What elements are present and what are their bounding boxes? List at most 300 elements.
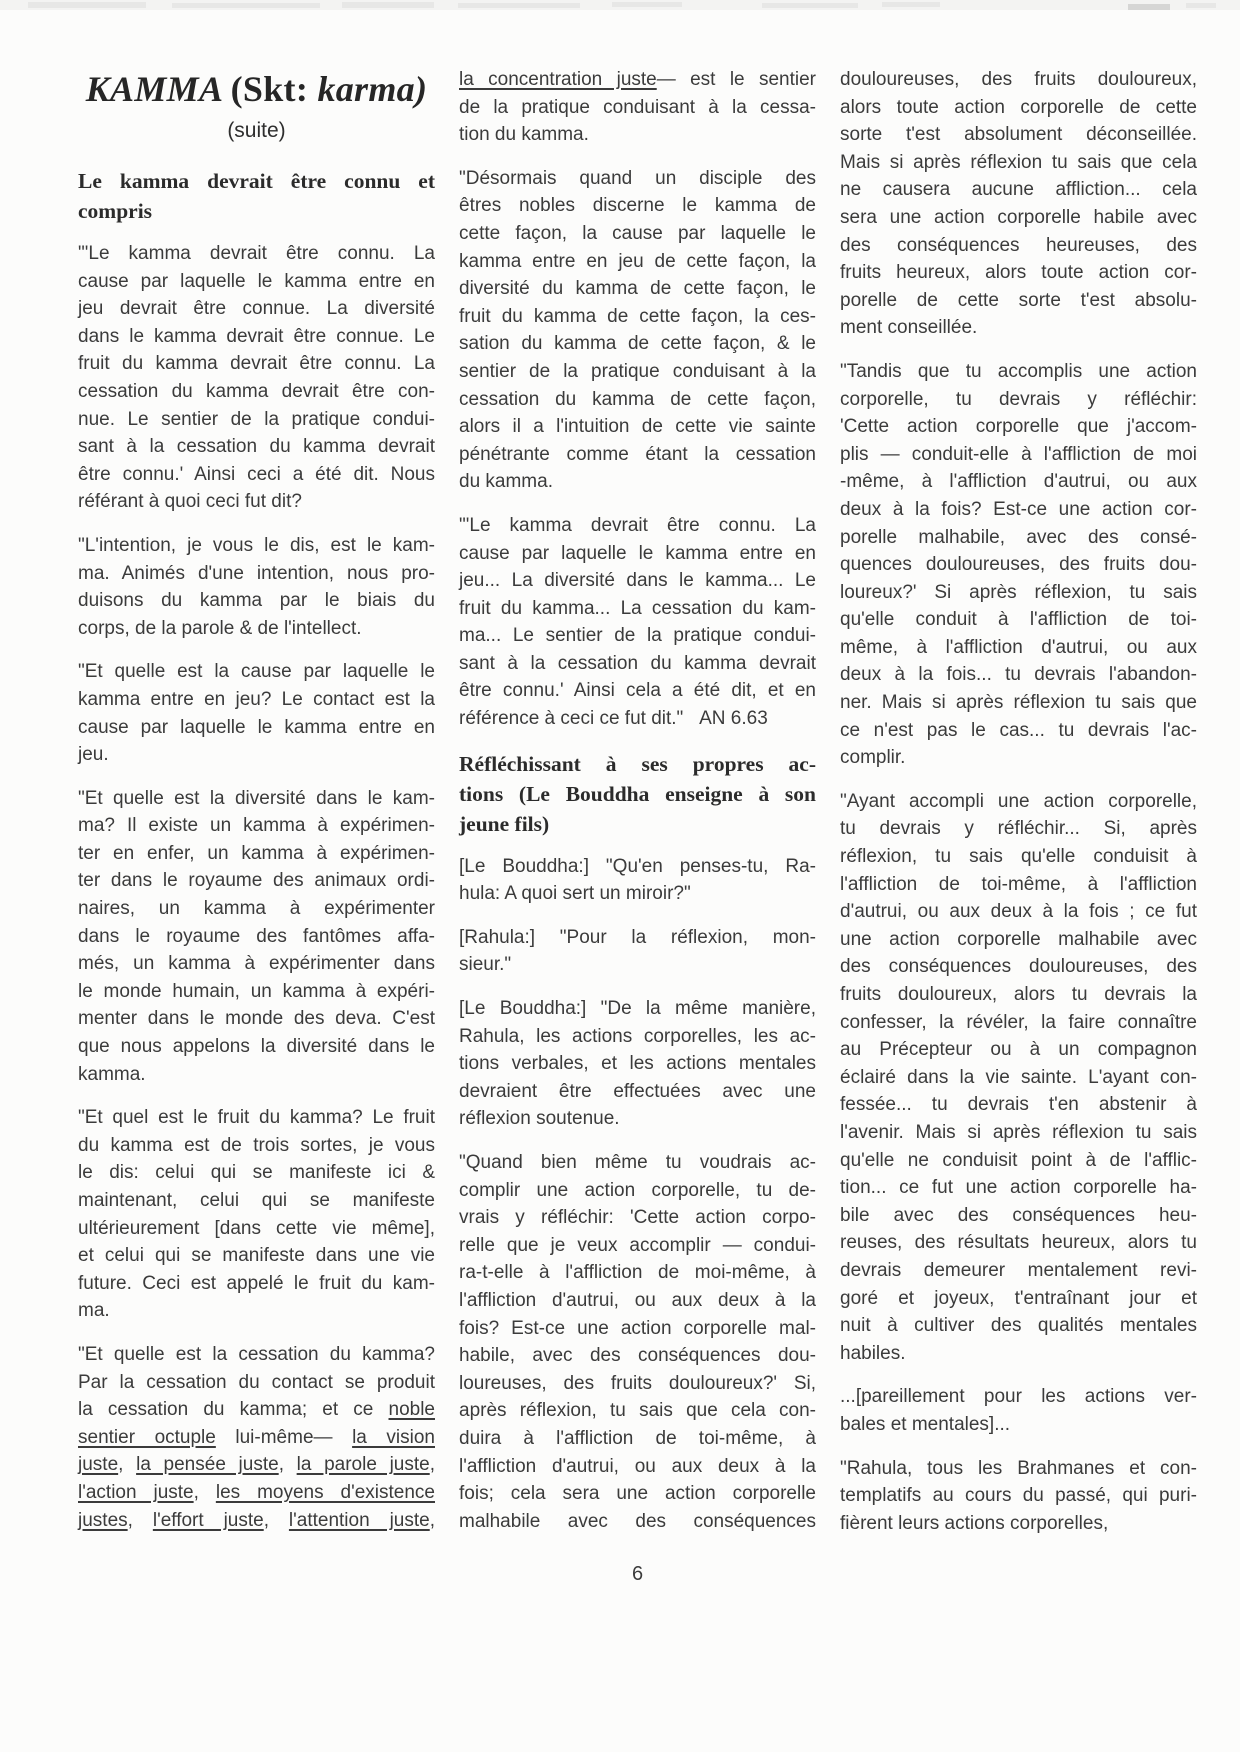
text-line (78, 1297, 435, 1325)
paragraph (78, 785, 435, 1089)
text-line (840, 788, 1197, 816)
text-run: pénétrante comme étant la cessation (459, 443, 816, 465)
text-run: ner. Mais si après réflexion tu sais que (840, 692, 1197, 714)
text-line (840, 176, 1197, 204)
text-run: ma? Il existe un kamma à expérimen- (78, 815, 435, 837)
text-line (840, 953, 1197, 981)
paragraph (459, 924, 816, 979)
text-run: "'Le kamma devrait être connu. La (78, 243, 435, 264)
text-line (840, 1482, 1197, 1510)
text-run: ter en enfer, un kamma à expérimen- (78, 842, 435, 864)
document-subtitle: (suite) (227, 119, 286, 142)
text-run: alors il a l'intuition de cette vie sainte (459, 416, 816, 438)
text-line (459, 1149, 816, 1177)
text-line (459, 358, 816, 386)
text-run: fruits douloureux, alors tu devrais la (840, 984, 1197, 1005)
text-run: être connu.' Ainsi ceci a été dit. Nous (78, 463, 435, 485)
text-run: future. Ceci est appelé le fruit du kam- (78, 1272, 435, 1294)
text-run: menter dans le monde des deva. C'est (78, 1008, 435, 1030)
text-run: (Skt: (230, 69, 318, 109)
text-line (459, 622, 816, 650)
paragraph (78, 1341, 435, 1534)
text-run: Rahula, les actions corporelles, les ac- (459, 1025, 816, 1047)
text-line (840, 926, 1197, 954)
text-run: le monde humain, un kamma à expéri- (78, 980, 435, 1002)
text-line (840, 232, 1197, 260)
text-run: karma) (317, 69, 428, 109)
text-run: -même, à l'affliction d'autrui, ou aux (840, 471, 1197, 493)
page-content (78, 66, 1197, 1553)
text-run: cette façon, la cause par laquelle le (459, 222, 816, 244)
scan-artifact (172, 3, 320, 8)
text-run: loureux?' Si après réflexion, tu sais (840, 581, 1197, 603)
text-line (78, 560, 435, 588)
text-run: "Ayant accompli une action corporelle, (840, 790, 1197, 812)
text-line (840, 468, 1197, 496)
text-line (840, 689, 1197, 717)
text-line (78, 658, 435, 686)
text-run: confesser, la révéler, la faire connaître (840, 1011, 1197, 1033)
text-line (78, 461, 435, 489)
text-line (840, 413, 1197, 441)
paragraph (840, 66, 1197, 342)
text-line (459, 749, 816, 779)
underlined-text: la vision (352, 1426, 435, 1448)
text-line (459, 1259, 816, 1287)
text-run: "Rahula, tous les Brahmanes et con- (840, 1457, 1197, 1479)
text-line (840, 551, 1197, 579)
underlined-text: les moyens d'existence (215, 1481, 435, 1503)
text-line (78, 1341, 435, 1369)
text-line (459, 220, 816, 248)
text-run: habile, avec des conséquences dou- (459, 1345, 816, 1367)
text-line (78, 1104, 435, 1132)
text-line (78, 923, 435, 951)
text-run: tions (Le Bouddha enseigne à son (459, 781, 816, 806)
text-run: fois? Est-ce une action corporelle mal- (459, 1317, 816, 1339)
text-line (459, 853, 816, 881)
text-line (840, 94, 1197, 122)
text-line (459, 924, 816, 952)
text-line (78, 378, 435, 406)
text-run: ne causera aucune affliction... cela (840, 179, 1197, 201)
text-run: quences douloureuses, des fruits dou- (840, 554, 1197, 576)
underlined-text: la pensée juste (136, 1454, 279, 1476)
text-line (78, 950, 435, 978)
paragraph (78, 658, 435, 768)
paragraph (840, 788, 1197, 1367)
paragraph (459, 853, 816, 908)
paragraph (840, 1455, 1197, 1538)
text-run: une action corporelle malhabile avec (840, 928, 1197, 950)
text-run: , (118, 1454, 137, 1476)
paragraph (459, 995, 816, 1133)
text-run: corps, de la parole & de l'intellect. (78, 617, 362, 639)
text-run: bile avec des conséquences heu- (840, 1204, 1197, 1226)
text-line (459, 248, 816, 276)
text-line (840, 1119, 1197, 1147)
section-heading (78, 166, 435, 226)
text-run: cause par laquelle le kamma entre en (78, 716, 435, 738)
text-line (78, 166, 435, 196)
text-run: diversité du kamma de cette façon, le (459, 278, 816, 300)
text-run: kamma entre en jeu? Le contact est la (78, 688, 435, 710)
text-line (840, 1455, 1197, 1483)
text-line (840, 1229, 1197, 1257)
text-run: , (127, 1509, 153, 1531)
text-line (459, 540, 816, 568)
text-line (78, 587, 435, 615)
text-line (78, 895, 435, 923)
text-line (840, 1009, 1197, 1037)
text-line (78, 323, 435, 351)
text-line (78, 433, 435, 461)
text-line (840, 121, 1197, 149)
text-line (459, 441, 816, 469)
text-line (459, 567, 816, 595)
text-run: alors toute action corporelle de cette (840, 96, 1197, 118)
text-line (840, 1202, 1197, 1230)
text-line (78, 686, 435, 714)
text-run: kamma entre en jeu de cette façon, la (459, 250, 816, 272)
text-line (459, 995, 816, 1023)
text-line (78, 196, 435, 226)
text-run: goré et joyeux, t'entraînant jour et (840, 1287, 1197, 1309)
text-line (78, 867, 435, 895)
text-line (459, 1425, 816, 1453)
text-run: Mais si après réflexion tu sais que cela (840, 151, 1197, 173)
text-line (459, 1232, 816, 1260)
text-line (78, 1061, 435, 1089)
column-2 (459, 66, 816, 1553)
text-run: sieur." (459, 954, 512, 976)
text-run: nuit à cultiver des qualités mentales (840, 1315, 1197, 1337)
text-run: la cessation du kamma; et ce (78, 1399, 389, 1421)
underlined-text: l'action juste (78, 1481, 194, 1503)
text-run: habiles. (840, 1342, 906, 1364)
underlined-text: noble (388, 1399, 435, 1421)
section-heading (459, 749, 816, 839)
text-run: de la pratique conduisant à la cessa- (459, 96, 816, 118)
text-run: cause par laquelle le kamma entre en (459, 542, 816, 564)
text-run: kamma. (78, 1063, 146, 1085)
text-run: loureuses, des fruits douloureux?' Si, (459, 1372, 816, 1394)
text-run: [Rahula:] "Pour la réflexion, mon- (459, 926, 816, 948)
text-line (840, 204, 1197, 232)
text-line (840, 843, 1197, 871)
text-line (459, 330, 816, 358)
text-run: devraient être effectuées avec une (459, 1080, 816, 1102)
text-run: jeune fils) (459, 811, 550, 836)
text-run: més, un kamma à expérimenter dans (78, 953, 435, 975)
text-line (459, 1315, 816, 1343)
text-run: ce n'est pas le cas... tu devrais l'ac- (840, 719, 1197, 741)
text-line (78, 1507, 435, 1535)
text-run: duira à l'affliction de toi-même, à (459, 1427, 816, 1449)
text-line (459, 1023, 816, 1051)
text-line (459, 192, 816, 220)
text-line (840, 1174, 1197, 1202)
text-line (78, 615, 435, 643)
text-run: "'Le kamma devrait être connu. La (459, 514, 816, 536)
text-line (840, 496, 1197, 524)
text-run: fruit du kamma de cette façon, la ces- (459, 305, 816, 327)
text-line (78, 1424, 435, 1452)
text-run: tion... ce fut une action corporelle ha- (840, 1177, 1197, 1199)
text-line (840, 1411, 1197, 1439)
text-run: éclairé dans la vie sainte. L'ayant con- (840, 1066, 1197, 1088)
text-run: fruits heureux, alors toute action cor- (840, 262, 1197, 284)
text-run: nue. Le sentier de la pratique condui- (78, 408, 435, 430)
text-run: êtres nobles discerne le kamma de (459, 195, 816, 217)
text-run: maintenant, celui qui se manifeste (78, 1190, 435, 1211)
text-run: deux à la fois... tu devrais l'abandon- (840, 664, 1197, 686)
text-run: l'affliction d'autrui, ou aux deux à la (459, 1455, 816, 1477)
text-line (78, 488, 435, 516)
text-run: fièrent leurs actions corporelles, (840, 1512, 1109, 1534)
text-line (840, 606, 1197, 634)
text-run: "Et quelle est la cause par laquelle le (78, 661, 435, 683)
text-run: bales et mentales]... (840, 1413, 1011, 1435)
text-run: sorte t'est absolument déconseillée. (840, 124, 1197, 146)
text-run: porelle malhabile, avec des consé- (840, 526, 1197, 548)
text-line (459, 303, 816, 331)
text-line (840, 1340, 1197, 1368)
text-line (840, 386, 1197, 414)
text-run: que nous appelons la diversité dans le (78, 1036, 435, 1058)
text-line (840, 898, 1197, 926)
text-run: porelle de cette sorte t'est absolu- (840, 289, 1197, 311)
text-line (459, 66, 816, 94)
scan-artifact (342, 2, 434, 8)
text-run: "Et quel est le fruit du kamma? Le fruit (78, 1107, 435, 1129)
scan-artifact (882, 2, 940, 7)
text-line (78, 785, 435, 813)
text-line (459, 1508, 816, 1536)
text-run: — est le sentier (656, 69, 816, 90)
text-line (459, 809, 816, 839)
paragraph (459, 66, 816, 149)
text-line (78, 240, 435, 268)
underlined-text: juste (78, 1454, 119, 1476)
text-line (840, 1036, 1197, 1064)
text-run: cause par laquelle le kamma entre en (78, 270, 435, 292)
text-run: , (263, 1509, 289, 1531)
scan-artifact (458, 3, 580, 8)
text-line (840, 871, 1197, 899)
text-run: sation du kamma de cette façon, & le (459, 333, 816, 355)
paragraph (840, 358, 1197, 772)
underlined-text: la parole juste (296, 1454, 430, 1476)
text-line (840, 1147, 1197, 1175)
text-line (459, 705, 816, 733)
scan-artifact (612, 2, 682, 7)
text-run: , (429, 1454, 435, 1476)
text-run: Réfléchissant à ses propres ac- (459, 751, 816, 776)
text-run: ra-t-elle à l'affliction de moi-même, à (459, 1262, 816, 1284)
text-line (840, 981, 1197, 1009)
text-line (459, 165, 816, 193)
text-line (78, 1215, 435, 1243)
text-line (459, 1105, 816, 1133)
text-run: l'affliction de toi-même, à l'affliction (840, 873, 1197, 895)
text-line (840, 66, 1197, 94)
scan-artifact (1186, 3, 1216, 8)
text-run: réflexion, tu sais qu'elle conduisit à (840, 846, 1197, 868)
document-title (78, 66, 435, 112)
text-line (459, 779, 816, 809)
text-run: d'autrui, ou aux deux à la fois ; ce fut (840, 901, 1197, 923)
text-run: dans le kamma devrait être connue. Le (78, 325, 435, 347)
text-line (78, 268, 435, 296)
text-run: tion du kamma. (459, 124, 589, 146)
paragraph (840, 1383, 1197, 1438)
text-run: "L'intention, je vous le dis, est le kam- (78, 534, 435, 556)
text-line (840, 314, 1197, 342)
text-line (459, 468, 816, 496)
text-run: lui-même— (215, 1426, 353, 1448)
text-run: complir une action corporelle, tu de- (459, 1179, 816, 1201)
text-line (840, 1312, 1197, 1340)
text-run: corporelle, tu devrais y réfléchir: (840, 388, 1197, 410)
text-line (78, 714, 435, 742)
text-run: "Et quelle est la diversité dans le kam- (78, 787, 435, 809)
text-run: Le kamma devrait être connu et (78, 169, 435, 193)
text-run: après réflexion, tu sais que cela con- (459, 1400, 816, 1422)
underlined-text: sentier octuple (78, 1426, 216, 1448)
text-line (78, 406, 435, 434)
scan-artifact (1128, 4, 1170, 10)
text-run: 'Cette action corporelle que j'accom- (840, 416, 1197, 438)
text-run: sera une action corporelle habile avec (840, 206, 1197, 228)
text-line (459, 595, 816, 623)
text-line (459, 1397, 816, 1425)
text-line (459, 1370, 816, 1398)
text-line (459, 121, 816, 149)
text-run: ment conseillée. (840, 317, 978, 339)
text-run: sant à la cessation du kamma devrait (78, 436, 435, 458)
text-run: ...[pareillement pour les actions ver- (840, 1386, 1197, 1408)
text-run: relle que je veux accomplir — condui- (459, 1234, 816, 1256)
text-run: le dis: celui qui se manifeste ici & (78, 1162, 435, 1184)
text-line (840, 358, 1197, 386)
text-run: hula: A quoi sert un miroir?" (459, 883, 691, 905)
underlined-text: la concentration juste (459, 69, 657, 90)
paragraph (78, 1104, 435, 1325)
text-line (459, 1480, 816, 1508)
text-line (840, 524, 1197, 552)
underlined-text: l'effort juste (152, 1509, 264, 1531)
text-line (459, 275, 816, 303)
text-run: tu devrais y réfléchir... Si, après (840, 818, 1197, 840)
text-run: duisons du kamma par le biais du (78, 590, 435, 612)
paragraph (78, 532, 435, 642)
text-line (78, 1479, 435, 1507)
text-run: sant à la cessation du kamma devrait (459, 652, 816, 674)
text-run: être connu.' Ainsi cela a été dit, et en (459, 680, 816, 702)
text-line (78, 741, 435, 769)
text-run: ter dans le royaume des animaux ordi- (78, 870, 435, 892)
text-line (459, 1050, 816, 1078)
text-line (459, 1453, 816, 1481)
text-line (459, 677, 816, 705)
paragraph (459, 1149, 816, 1535)
text-run: fessée... tu devrais t'en abstenir à (840, 1094, 1197, 1116)
text-line (840, 287, 1197, 315)
text-run: compris (78, 199, 153, 223)
text-line (459, 650, 816, 678)
text-run: "Quand bien même tu voudrais ac- (459, 1152, 816, 1173)
text-run: du kamma. (459, 471, 553, 493)
text-line (840, 1383, 1197, 1411)
text-line (840, 1064, 1197, 1092)
text-run: "Tandis que tu accomplis une action (840, 360, 1197, 382)
text-run: des conséquences douloureuses, des (840, 956, 1197, 978)
text-run: jeu... La diversité dans le kamma... Le (459, 570, 816, 592)
text-run: [Le Bouddha:] "Qu'en penses-tu, Ra- (459, 855, 816, 877)
text-run: templatifs au cours du passé, qui puri- (840, 1485, 1197, 1507)
text-run: douloureuses, des fruits douloureux, (840, 69, 1197, 90)
text-line (78, 1369, 435, 1397)
text-line (840, 1285, 1197, 1313)
text-run: ultérieurement [dans cette vie même], (78, 1217, 435, 1239)
text-line (459, 413, 816, 441)
text-run: du kamma est de trois sortes, je vous (78, 1134, 435, 1156)
text-run: naires, un kamma à expérimenter (78, 898, 435, 920)
scan-artifact (762, 3, 858, 8)
text-line (459, 880, 816, 908)
text-run: devrais demeurer mentalement revi- (840, 1259, 1197, 1281)
column-3 (840, 66, 1197, 1553)
text-run: cessation du kamma devrait être con- (78, 380, 435, 402)
text-line (459, 1342, 816, 1370)
text-line (840, 717, 1197, 745)
text-run: ma. (78, 1300, 110, 1322)
text-run: "Et quelle est la cessation du kamma? (78, 1343, 435, 1365)
text-line (78, 1132, 435, 1160)
text-line (840, 149, 1197, 177)
underlined-text: justes (78, 1509, 128, 1531)
page-number: 6 (631, 1563, 644, 1585)
text-run: , (193, 1481, 216, 1503)
text-run: même, à l'affliction d'autrui, ou aux (840, 636, 1197, 658)
text-run: sentier de la pratique conduisant à la (459, 360, 816, 382)
text-line (840, 579, 1197, 607)
text-run: référant à quoi ceci fut dit? (78, 491, 302, 513)
text-run: fruit du kamma devrait être connu. La (78, 353, 435, 375)
text-run: cessation du kamma de cette façon, (459, 388, 816, 410)
text-run: jeu devrait être connue. La diversité (78, 298, 435, 320)
text-run: complir. (840, 747, 906, 769)
text-run: qu'elle conduit à l'affliction de toi- (840, 609, 1197, 631)
text-run: fruit du kamma... La cessation du kam- (459, 597, 816, 619)
text-line (78, 978, 435, 1006)
text-run: et celui qui se manifeste dans une vie (78, 1245, 435, 1267)
text-line (459, 1177, 816, 1205)
text-run: vrais y réfléchir: 'Cette action corpo- (459, 1207, 816, 1229)
text-line (78, 1242, 435, 1270)
text-line (840, 815, 1197, 843)
paragraph (459, 512, 816, 733)
text-line (459, 386, 816, 414)
text-run: malhabile avec des conséquences (459, 1510, 816, 1532)
text-run: référence à ceci ce fut dit." AN 6.63 (459, 708, 768, 730)
text-line (459, 1204, 816, 1232)
text-run: ma. Animés d'une intention, nous pro- (78, 562, 435, 584)
text-line (840, 1510, 1197, 1538)
text-run: reuses, des résultats heureux, alors tu (840, 1232, 1197, 1254)
column-1 (78, 66, 435, 1553)
